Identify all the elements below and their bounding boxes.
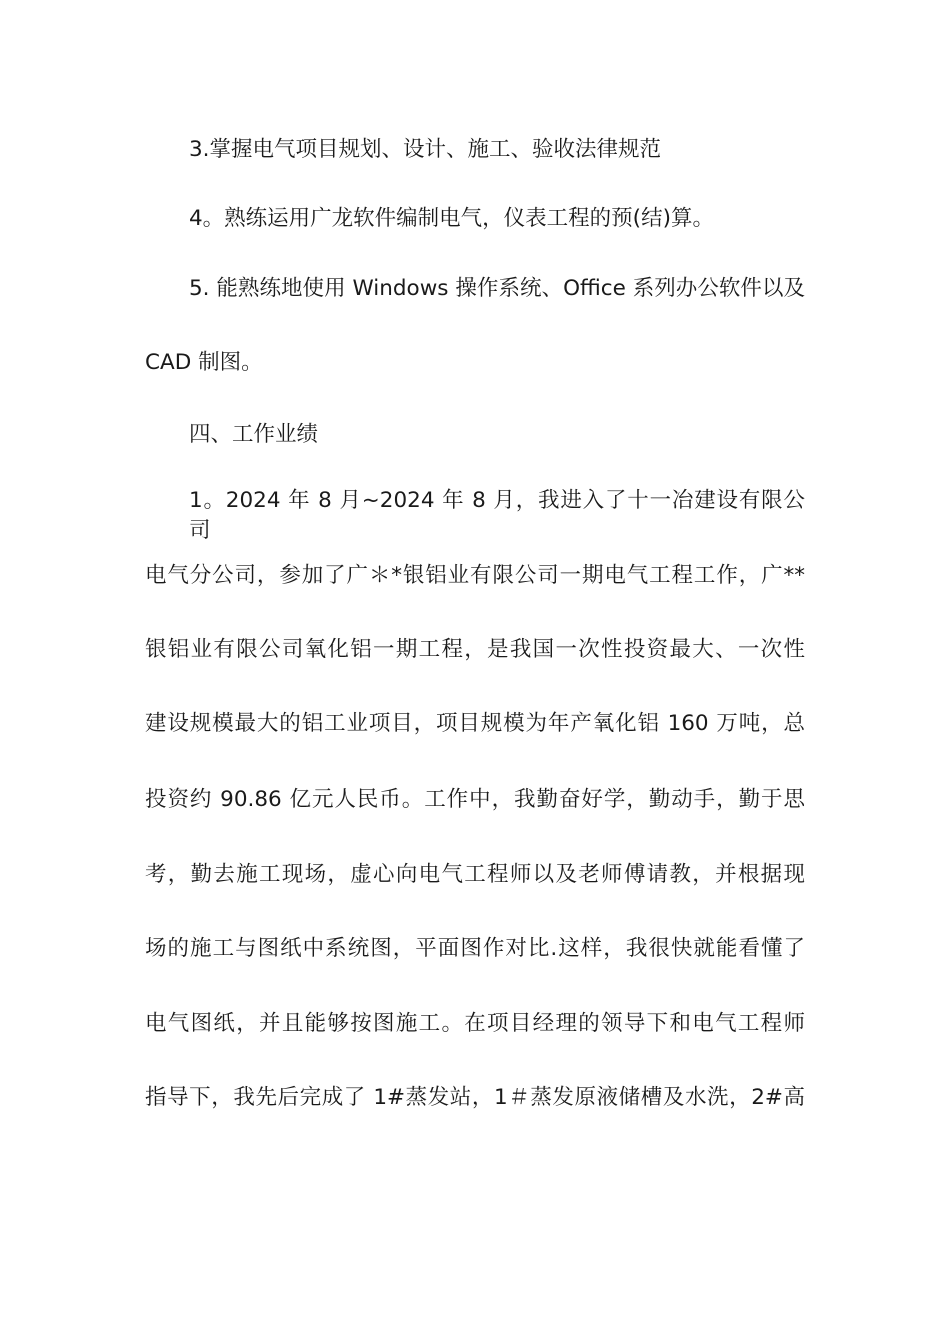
text-line-skill-5: 5. 能熟练地使用 Windows 操作系统、Office 系列办公软件以及: [189, 276, 805, 301]
text-line-para-6: 考，勤去施工现场，虚心向电气工程师以及老师傅请教，并根据现: [145, 862, 805, 887]
section-heading-work-achievements: 四、工作业绩: [189, 422, 319, 447]
text-line-para-4: 建设规模最大的铝工业项目，项目规模为年产氧化铝 160 万吨，总: [145, 711, 805, 736]
text-line-para-5: 投资约 90.86 亿元人民币。工作中，我勤奋好学，勤动手，勤于思: [145, 787, 805, 812]
text-line-para-9: 指导下，我先后完成了 1#蒸发站，1＃蒸发原液储槽及水洗，2#高: [145, 1085, 805, 1110]
text-line-para-8: 电气图纸，并且能够按图施工。在项目经理的领导下和电气工程师: [145, 1011, 805, 1036]
text-line-skill-3: 3.掌握电气项目规划、设计、施工、验收法律规范: [189, 137, 662, 162]
text-line-para-2: 电气分公司，参加了广＊*银铝业有限公司一期电气工程工作，广**: [145, 563, 805, 588]
text-line-para-3: 银铝业有限公司氧化铝一期工程，是我国一次性投资最大、一次性: [145, 637, 805, 662]
text-line-para-1: 1。2024 年 8 月~2024 年 8 月，我进入了十一冶建设有限公司: [189, 488, 805, 543]
text-line-skill-5-cont: CAD 制图。: [145, 350, 263, 375]
text-line-para-7: 场的施工与图纸中系统图，平面图作对比.这样，我很快就能看懂了: [145, 936, 805, 961]
text-line-skill-4: 4。熟练运用广龙软件编制电气，仪表工程的预(结)算。: [189, 206, 714, 231]
